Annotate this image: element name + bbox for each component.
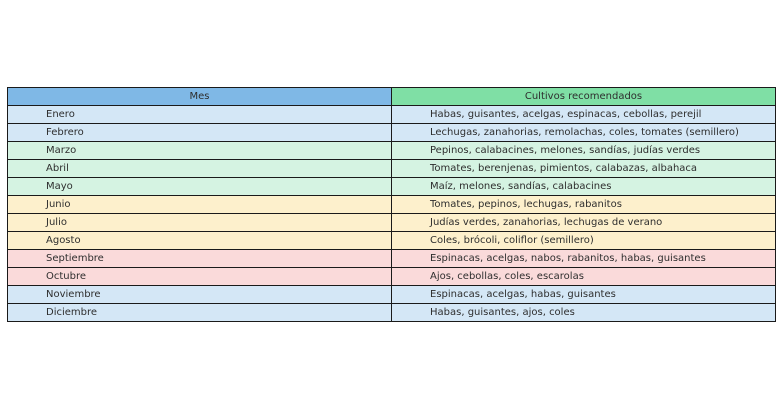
crops-cell: Maíz, melones, sandías, calabacines bbox=[392, 178, 776, 196]
month-cell: Mayo bbox=[8, 178, 392, 196]
table-row bbox=[8, 106, 776, 124]
table-row bbox=[8, 178, 776, 196]
month-cell: Diciembre bbox=[8, 304, 392, 322]
crops-cell: Pepinos, calabacines, melones, sandías, judías verdes bbox=[392, 142, 776, 160]
month-cell: Julio bbox=[8, 214, 392, 232]
table-row bbox=[8, 304, 776, 322]
month-cell: Junio bbox=[8, 196, 392, 214]
table-row bbox=[8, 286, 776, 304]
month-cell: Marzo bbox=[8, 142, 392, 160]
month-cell: Febrero bbox=[8, 124, 392, 142]
month-cell: Agosto bbox=[8, 232, 392, 250]
table-row bbox=[8, 250, 776, 268]
crops-cell: Judías verdes, zanahorias, lechugas de verano bbox=[392, 214, 776, 232]
table-row bbox=[8, 160, 776, 178]
month-cell: Septiembre bbox=[8, 250, 392, 268]
planting-calendar-table bbox=[7, 87, 776, 322]
month-cell: Abril bbox=[8, 160, 392, 178]
table-row bbox=[8, 196, 776, 214]
crops-cell: Tomates, pepinos, lechugas, rabanitos bbox=[392, 196, 776, 214]
month-cell: Noviembre bbox=[8, 286, 392, 304]
crops-cell: Coles, brócoli, coliflor (semillero) bbox=[392, 232, 776, 250]
crops-cell: Tomates, berenjenas, pimientos, calabazas, albahaca bbox=[392, 160, 776, 178]
table-body bbox=[8, 106, 776, 322]
crops-cell: Espinacas, acelgas, habas, guisantes bbox=[392, 286, 776, 304]
column-header-cultivos: Cultivos recomendados bbox=[392, 88, 776, 106]
month-cell: Enero bbox=[8, 106, 392, 124]
crops-cell: Habas, guisantes, acelgas, espinacas, cebollas, perejil bbox=[392, 106, 776, 124]
table-row bbox=[8, 268, 776, 286]
table-row bbox=[8, 142, 776, 160]
month-cell: Octubre bbox=[8, 268, 392, 286]
crops-cell: Lechugas, zanahorias, remolachas, coles, tomates (semillero) bbox=[392, 124, 776, 142]
table-row bbox=[8, 124, 776, 142]
crops-cell: Espinacas, acelgas, nabos, rabanitos, habas, guisantes bbox=[392, 250, 776, 268]
crops-cell: Habas, guisantes, ajos, coles bbox=[392, 304, 776, 322]
table-header-row bbox=[8, 88, 776, 106]
table-row bbox=[8, 232, 776, 250]
column-header-mes: Mes bbox=[8, 88, 392, 106]
crops-cell: Ajos, cebollas, coles, escarolas bbox=[392, 268, 776, 286]
table-row bbox=[8, 214, 776, 232]
